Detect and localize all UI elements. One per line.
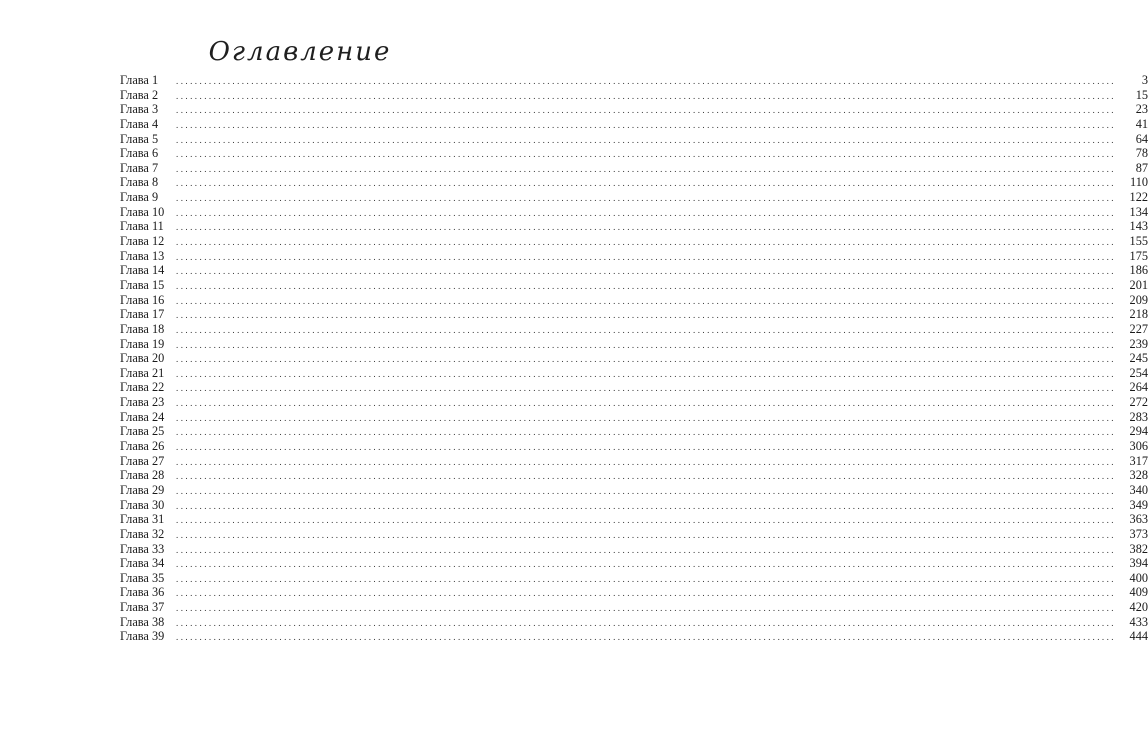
chapter-label: Глава 12: [120, 234, 165, 249]
chapter-label: Глава 36: [120, 585, 165, 600]
toc-entry[interactable]: [120, 263, 1148, 278]
page-number: 363: [1129, 512, 1148, 527]
chapter-label: Глава 26: [120, 439, 165, 454]
page-number: 227: [1129, 321, 1148, 336]
dot-leader: ........................................................................................................................................................................................................: [176, 544, 1116, 555]
dot-leader: ........................................................................................................................................................................................................: [176, 603, 1116, 614]
dot-leader: ........................................................................................................................................................................................................: [176, 207, 1116, 218]
dot-leader: ........................................................................................................................................................................................................: [176, 119, 1116, 130]
chapter-label: Глава 38: [120, 614, 165, 629]
chapter-label: Глава 20: [120, 351, 165, 366]
chapter-label: Глава 2: [120, 87, 159, 102]
chapter-label: Глава 23: [120, 395, 165, 410]
dot-leader: ........................................................................................................................................................................................................: [176, 427, 1116, 438]
dot-leader: ........................................................................................................................................................................................................: [176, 588, 1116, 599]
dot-leader: ........................................................................................................................................................................................................: [176, 632, 1116, 643]
chapter-label: Глава 11: [120, 219, 164, 234]
page-number: 209: [1129, 292, 1148, 307]
chapter-label: Глава 34: [120, 556, 165, 571]
chapter-label: Глава 14: [120, 263, 165, 278]
toc-entry[interactable]: [120, 116, 1148, 132]
toc-entry[interactable]: [120, 336, 1148, 352]
dot-leader: ........................................................................................................................................................................................................: [176, 163, 1116, 174]
toc-entry[interactable]: [120, 146, 1148, 161]
page-number: 272: [1129, 395, 1148, 410]
chapter-label: Глава 29: [120, 482, 165, 497]
dot-leader: ........................................................................................................................................................................................................: [176, 559, 1116, 570]
toc-entry[interactable]: [120, 131, 1148, 147]
chapter-label: Глава 32: [120, 526, 165, 541]
toc-entry[interactable]: [120, 102, 1148, 117]
chapter-label: Глава 6: [120, 146, 159, 161]
page-number: 433: [1129, 614, 1148, 629]
page-number: 201: [1129, 277, 1148, 292]
chapter-label: Глава 33: [120, 541, 165, 556]
chapter-label: Глава 25: [120, 424, 165, 439]
dot-leader: ........................................................................................................................................................................................................: [176, 456, 1116, 467]
toc-entry[interactable]: [120, 453, 1148, 469]
toc-entry[interactable]: [120, 365, 1148, 381]
toc-entry[interactable]: [120, 556, 1148, 571]
toc-entry[interactable]: [120, 321, 1148, 337]
dot-leader: ........................................................................................................................................................................................................: [176, 529, 1116, 540]
page-number: 400: [1129, 570, 1148, 585]
page-number: 15: [1135, 87, 1148, 102]
chapter-label: Глава 31: [120, 512, 165, 527]
dot-leader: ........................................................................................................................................................................................................: [176, 398, 1116, 409]
table-of-contents: [120, 73, 1148, 644]
page-number: 382: [1129, 541, 1148, 556]
page-number: 328: [1129, 468, 1148, 483]
page-number: 41: [1135, 116, 1148, 131]
toc-entry[interactable]: [120, 73, 1148, 88]
dot-leader: ........................................................................................................................................................................................................: [176, 354, 1116, 365]
page-number: 340: [1129, 482, 1148, 497]
dot-leader: ........................................................................................................................................................................................................: [176, 149, 1116, 160]
dot-leader: ........................................................................................................................................................................................................: [176, 500, 1116, 511]
page-number: 3: [1141, 73, 1148, 87]
page-number: 64: [1135, 131, 1148, 146]
chapter-label: Глава 5: [120, 131, 159, 146]
page-number: 87: [1135, 160, 1148, 175]
toc-entry[interactable]: [120, 277, 1148, 293]
chapter-label: Глава 17: [120, 307, 165, 322]
dot-leader: ........................................................................................................................................................................................................: [176, 251, 1116, 262]
page-title: Оглавление: [208, 37, 392, 67]
dot-leader: ........................................................................................................................................................................................................: [176, 90, 1116, 101]
toc-entry[interactable]: [120, 409, 1148, 425]
toc-entry[interactable]: [120, 629, 1148, 644]
toc-entry[interactable]: [120, 351, 1148, 366]
chapter-label: Глава 16: [120, 292, 165, 307]
chapter-label: Глава 9: [120, 190, 159, 205]
page-number: 23: [1135, 102, 1148, 117]
dot-leader: ........................................................................................................................................................................................................: [176, 295, 1116, 306]
dot-leader: ........................................................................................................................................................................................................: [176, 134, 1116, 145]
dot-leader: ........................................................................................................................................................................................................: [176, 193, 1116, 204]
toc-entry[interactable]: [120, 497, 1148, 513]
chapter-label: Глава 28: [120, 468, 165, 483]
dot-leader: ........................................................................................................................................................................................................: [176, 573, 1116, 584]
toc-entry[interactable]: [120, 395, 1148, 410]
dot-leader: ........................................................................................................................................................................................................: [176, 471, 1116, 482]
page-number: 239: [1129, 336, 1148, 351]
page-number: 134: [1129, 204, 1148, 219]
toc-entry[interactable]: [120, 541, 1148, 557]
chapter-label: Глава 30: [120, 497, 165, 512]
dot-leader: ........................................................................................................................................................................................................: [176, 237, 1116, 248]
page-number: 420: [1129, 600, 1148, 615]
page-number: 317: [1129, 453, 1148, 468]
chapter-label: Глава 10: [120, 204, 165, 219]
chapter-label: Глава 15: [120, 277, 165, 292]
toc-entry[interactable]: [120, 468, 1148, 483]
dot-leader: ........................................................................................................................................................................................................: [176, 324, 1116, 335]
toc-entry[interactable]: [120, 600, 1148, 615]
page-number: 218: [1129, 307, 1148, 322]
toc-entry[interactable]: [120, 526, 1148, 542]
chapter-label: Глава 13: [120, 248, 165, 263]
chapter-label: Глава 22: [120, 380, 165, 395]
toc-entry[interactable]: [120, 160, 1148, 176]
page-number: 78: [1135, 146, 1148, 161]
chapter-label: Глава 21: [120, 365, 165, 380]
page-number: 245: [1129, 351, 1148, 366]
page-number: 409: [1129, 585, 1148, 600]
chapter-label: Глава 27: [120, 453, 165, 468]
dot-leader: ........................................................................................................................................................................................................: [176, 76, 1116, 86]
chapter-label: Глава 37: [120, 600, 165, 615]
toc-entry[interactable]: [120, 585, 1148, 600]
page-number: 122: [1129, 190, 1148, 205]
dot-leader: ........................................................................................................................................................................................................: [176, 105, 1116, 116]
dot-leader: ........................................................................................................................................................................................................: [176, 266, 1116, 277]
toc-entry[interactable]: [120, 204, 1148, 220]
dot-leader: ........................................................................................................................................................................................................: [176, 222, 1116, 233]
dot-leader: ........................................................................................................................................................................................................: [176, 442, 1116, 453]
toc-entry[interactable]: [120, 234, 1148, 249]
toc-entry[interactable]: [120, 219, 1148, 234]
page-number: 373: [1129, 526, 1148, 541]
page-number: 110: [1130, 175, 1148, 190]
toc-entry[interactable]: [120, 87, 1148, 103]
chapter-label: Глава 35: [120, 570, 165, 585]
dot-leader: ........................................................................................................................................................................................................: [176, 280, 1116, 291]
chapter-label: Глава 1: [120, 73, 159, 87]
dot-leader: ........................................................................................................................................................................................................: [176, 617, 1116, 628]
toc-entry[interactable]: [120, 292, 1148, 308]
page-number: 394: [1129, 556, 1148, 571]
dot-leader: ........................................................................................................................................................................................................: [176, 339, 1116, 350]
chapter-label: Глава 7: [120, 160, 159, 175]
page-number: 349: [1129, 497, 1148, 512]
toc-entry[interactable]: [120, 570, 1148, 586]
page-number: 186: [1129, 263, 1148, 278]
toc-entry[interactable]: [120, 424, 1148, 439]
page-number: 143: [1129, 219, 1148, 234]
toc-entry[interactable]: [120, 614, 1148, 630]
dot-leader: ........................................................................................................................................................................................................: [176, 383, 1116, 394]
chapter-label: Глава 4: [120, 116, 159, 131]
chapter-label: Глава 8: [120, 175, 159, 190]
dot-leader: ........................................................................................................................................................................................................: [176, 515, 1116, 526]
page-number: 254: [1129, 365, 1148, 380]
dot-leader: ........................................................................................................................................................................................................: [176, 412, 1116, 423]
toc-entry[interactable]: [120, 190, 1148, 205]
chapter-label: Глава 19: [120, 336, 165, 351]
page-number: 294: [1129, 424, 1148, 439]
page-number: 283: [1129, 409, 1148, 424]
dot-leader: ........................................................................................................................................................................................................: [176, 368, 1116, 379]
toc-entry[interactable]: [120, 482, 1148, 498]
page-number: 444: [1129, 629, 1148, 644]
dot-leader: ........................................................................................................................................................................................................: [176, 485, 1116, 496]
chapter-label: Глава 24: [120, 409, 165, 424]
page-number: 264: [1129, 380, 1148, 395]
chapter-label: Глава 18: [120, 321, 165, 336]
toc-entry[interactable]: [120, 248, 1148, 264]
toc-entry[interactable]: [120, 512, 1148, 527]
page-number: 155: [1129, 234, 1148, 249]
toc-entry[interactable]: [120, 175, 1148, 190]
page-number: 175: [1129, 248, 1148, 263]
dot-leader: ........................................................................................................................................................................................................: [176, 310, 1116, 321]
dot-leader: ........................................................................................................................................................................................................: [176, 178, 1116, 189]
page-number: 306: [1129, 439, 1148, 454]
toc-entry[interactable]: [120, 380, 1148, 395]
toc-entry[interactable]: [120, 439, 1148, 454]
toc-entry[interactable]: [120, 307, 1148, 322]
chapter-label: Глава 39: [120, 629, 165, 644]
chapter-label: Глава 3: [120, 102, 159, 117]
